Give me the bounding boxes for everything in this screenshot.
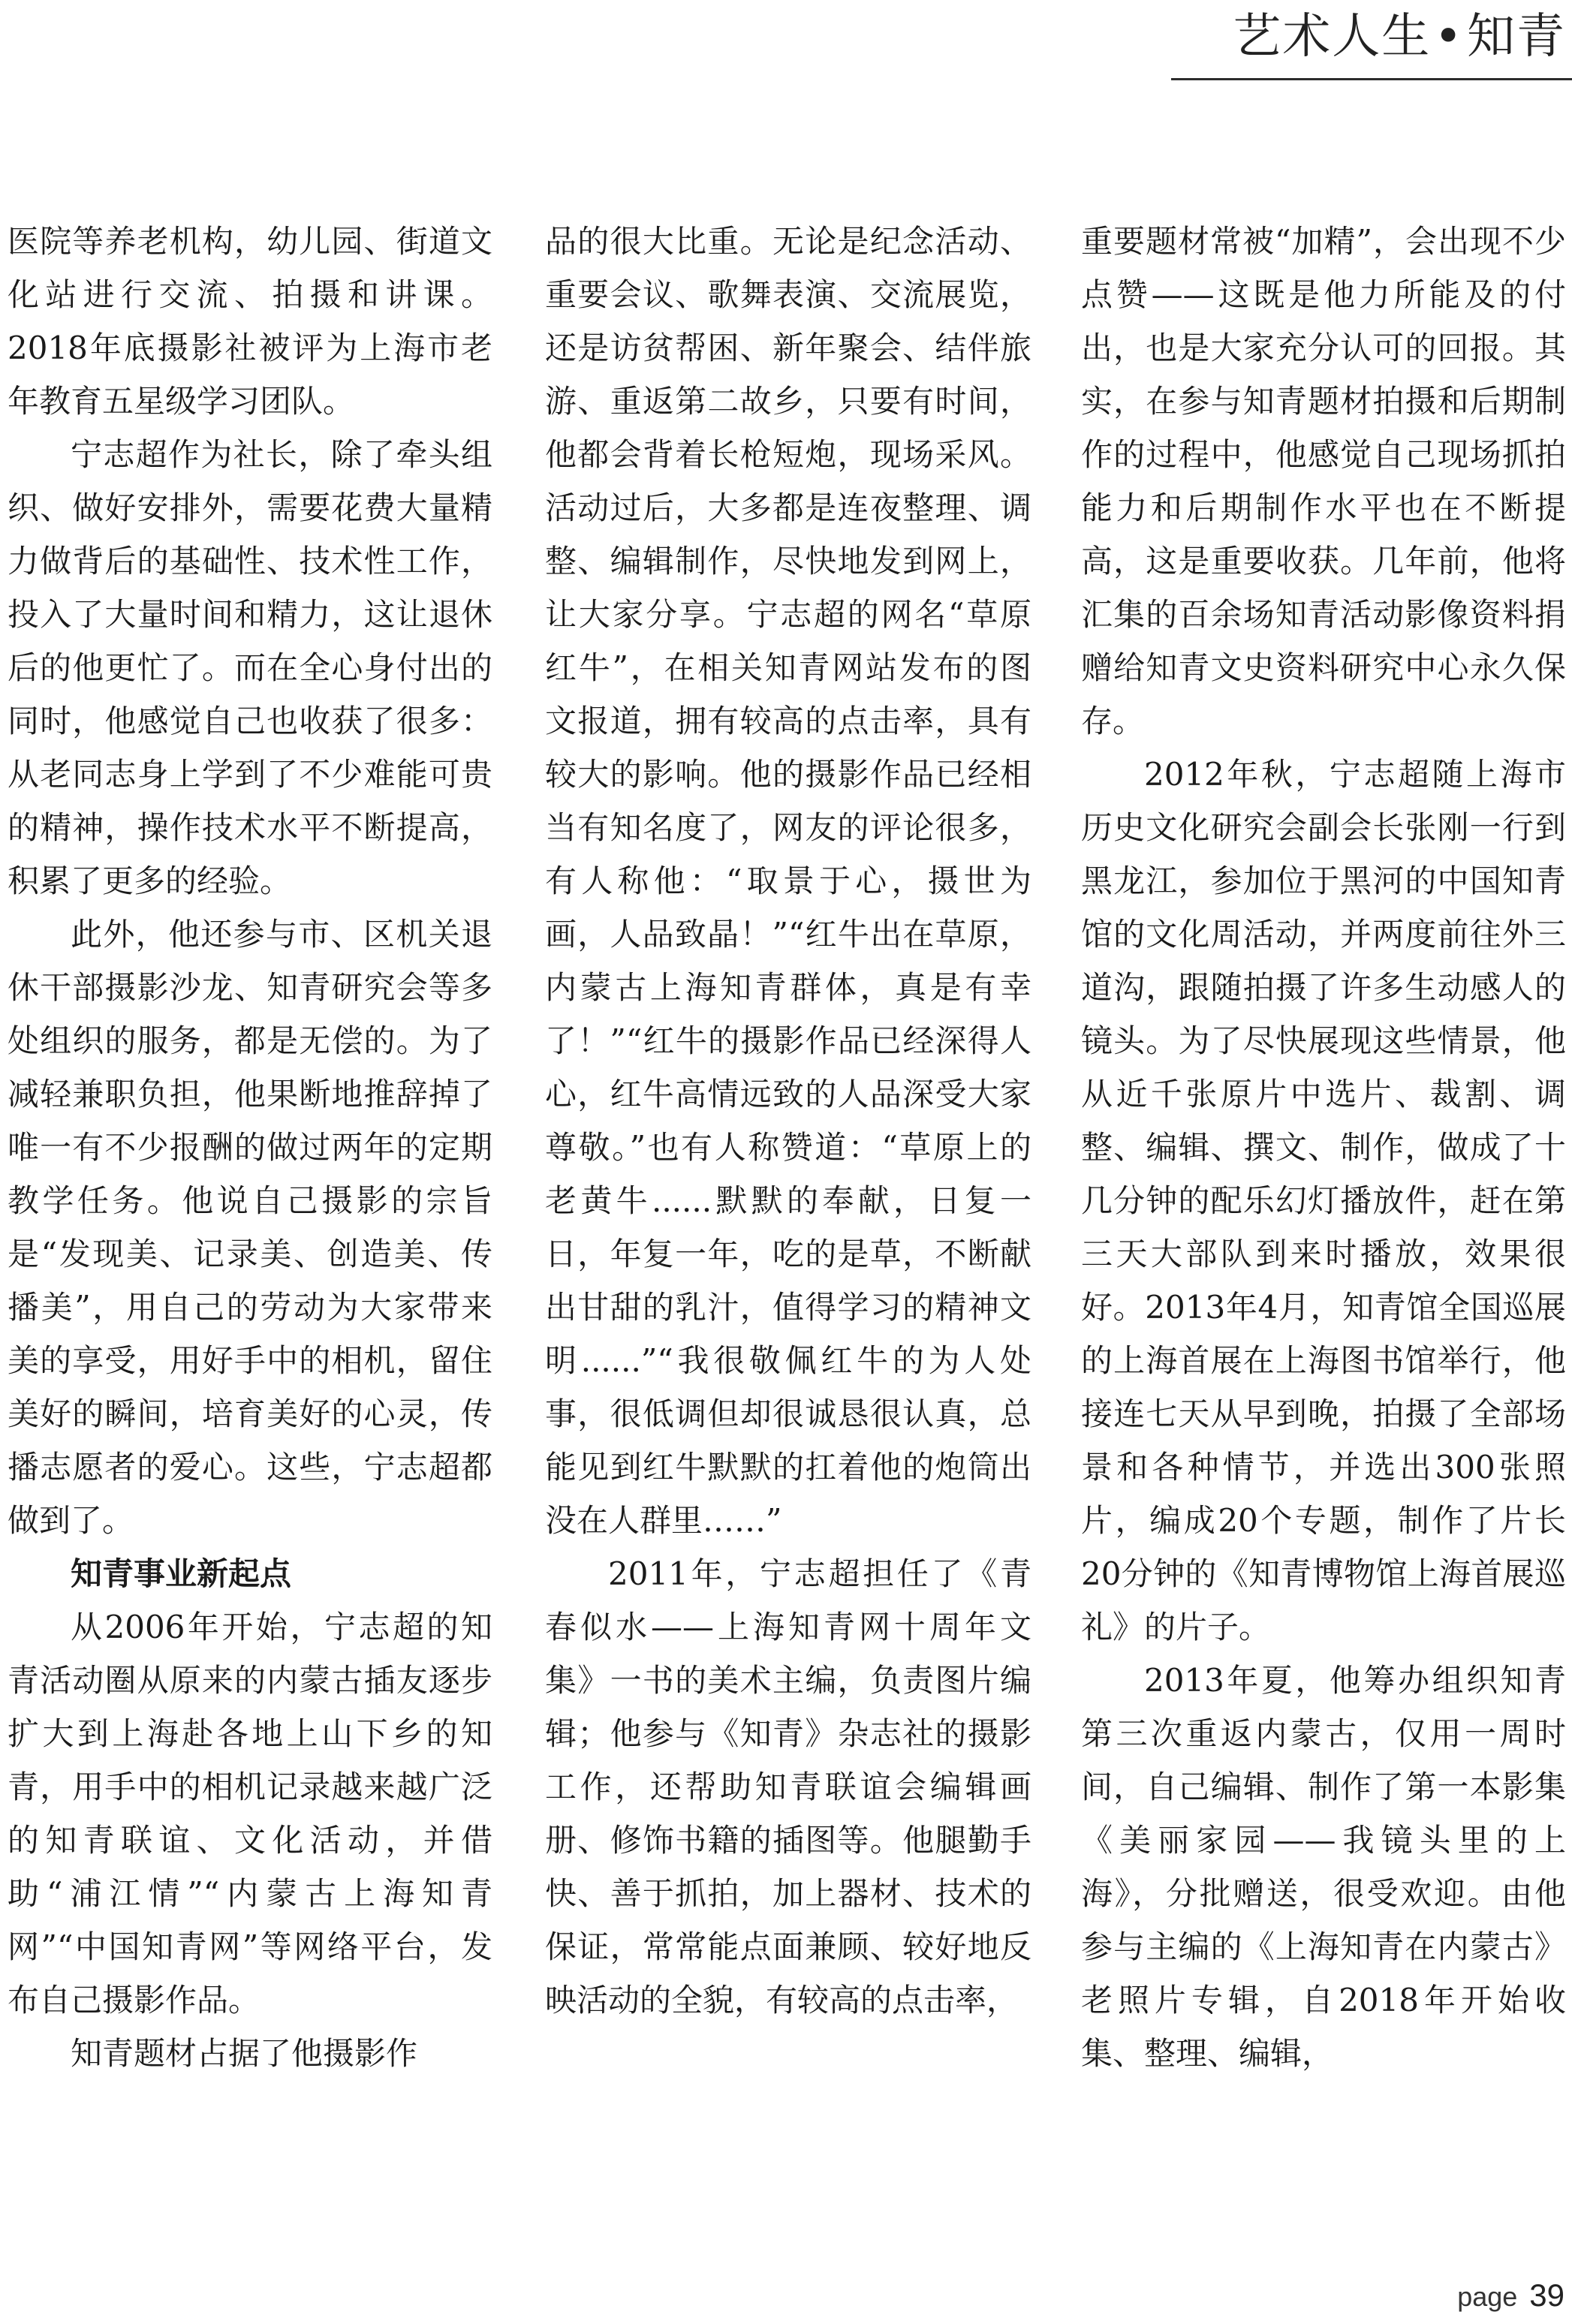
paragraph: 知青题材占据了他摄影作 [71,2035,418,2072]
header-section: 艺术人生 [1233,9,1432,65]
text-column-2 [545,215,1031,2027]
header-rule [1171,78,1572,80]
header-separator: • [1434,9,1464,65]
paragraph: 此外，他还参与市、区机关退休干部摄影沙龙、知青研究会等多处组织的服务，都是无偿的。为了减轻兼职负担，他果断地推辞掉了唯一有不少报酬的做过两年的定期教学任务。他说自己摄影的宗旨是“发现美、记录美、创造美、传播美”，用自己的劳动为大家带来美的享受，用好手中的相机，留住美好的瞬间，培育美好的心灵，传播志愿者的爱心。这些，宁志超都做到了。 [8,916,492,1539]
page-number: 39 [1529,2277,1564,2313]
paragraph: 宁志超作为社长，除了牵头组织、做好安排外，需要花费大量精力做背后的基础性、技术性工作，投入了大量时间和精力，这让退休后的他更忙了。而在全心身付出的同时，他感觉自己也收获了很多：从老同志身上学到了不少难能可贵的精神，操作技术水平不断提高，积累了更多的经验。 [8,436,492,899]
text-column-1 [8,215,492,2080]
paragraph: 2011年，宁志超担任了《青春似水——上海知青网十周年文集》一书的美术主编，负责图片编辑；他参与《知青》杂志社的摄影工作，还帮助知青联谊会编辑画册、修饰书籍的插图等。他腿勤手快、善于抓拍，加上器材、技术的保证，常常能点面兼顾、较好地反映活动的全貌，有较高的点击率， [545,1555,1031,2018]
page-footer [1457,2273,1564,2319]
running-header [1233,3,1566,71]
paragraph: 重要题材常被“加精”，会出现不少点赞——这既是他力所能及的付出，也是大家充分认可的回报。其实，在参与知青题材拍摄和后期制作的过程中，他感觉自己现场抓拍能力和后期制作水平也在不断提高，这是重要收获。几年前，他将汇集的百余场知青活动影像资料捐赠给知青文史资料研究中心永久保存。 [1081,223,1566,739]
paragraph: 品的很大比重。无论是纪念活动、重要会议、歌舞表演、交流展览，还是访贫帮困、新年聚会、结伴旅游、重返第二故乡，只要有时间，他都会背着长枪短炮，现场采风。活动过后，大多都是连夜整理、调整、编辑制作，尽快地发到网上，让大家分享。宁志超的网名“草原红牛”，在相关知青网站发布的图文报道，拥有较高的点击率，具有较大的影响。他的摄影作品已经相当有知名度了，网友的评论很多，有人称他：“取景于心，摄世为画，人品致晶！”“红牛出在草原，内蒙古上海知青群体，真是有幸了！”“红牛的摄影作品已经深得人心，红牛高情远致的人品深受大家尊敬。”也有人称赞道：“草原上的老黄牛......默默的奉献，日复一日，年复一年，吃的是草，不断献出甘甜的乳汁，值得学习的精神文明......”“我很敬佩红牛的为人处事，很低调但却很诚恳很认真，总能见到红牛默默的扛着他的炮筒出没在人群里……” [545,223,1031,1539]
paragraph: 2013年夏，他筹办组织知青第三次重返内蒙古，仅用一周时间，自己编辑、制作了第一本影集《美丽家园——我镜头里的上海》，分批赠送，很受欢迎。由他参与主编的《上海知青在内蒙古》老照片专辑，自2018年开始收集、整理、编辑， [1081,1662,1566,2072]
paragraph: 医院等养老机构，幼儿园、街道文化站进行交流、拍摄和讲课。2018年底摄影社被评为上海市老年教育五星级学习团队。 [8,223,492,420]
header-column: 知青 [1467,9,1566,65]
text-column-3 [1081,215,1566,2080]
paragraph: 从2006年开始，宁志超的知青活动圈从原来的内蒙古插友逐步扩大到上海赴各地上山下乡的知青，用手中的相机记录越来越广泛的知青联谊、文化活动，并借助“浦江情”“内蒙古上海知青网”“中国知青网”等网络平台，发布自己摄影作品。 [8,1609,492,2018]
page-label: page [1457,2281,1518,2312]
paragraph: 2012年秋，宁志超随上海市历史文化研究会副会长张刚一行到黑龙江，参加位于黑河的中国知青馆的文化周活动，并两度前往外三道沟，跟随拍摄了许多生动感人的镜头。为了尽快展现这些情景，他从近千张原片中选片、裁割、调整、编辑、撰文、制作，做成了十几分钟的配乐幻灯播放件，赶在第三天大部队到来时播放，效果很好。2013年4月，知青馆全国巡展的上海首展在上海图书馆举行，他接连七天从早到晚，拍摄了全部场景和各种情节，并选出300张照片，编成20个专题，制作了片长20分钟的《知青博物馆上海首展巡礼》的片子。 [1081,756,1566,1645]
section-subheading: 知青事业新起点 [71,1555,292,1592]
